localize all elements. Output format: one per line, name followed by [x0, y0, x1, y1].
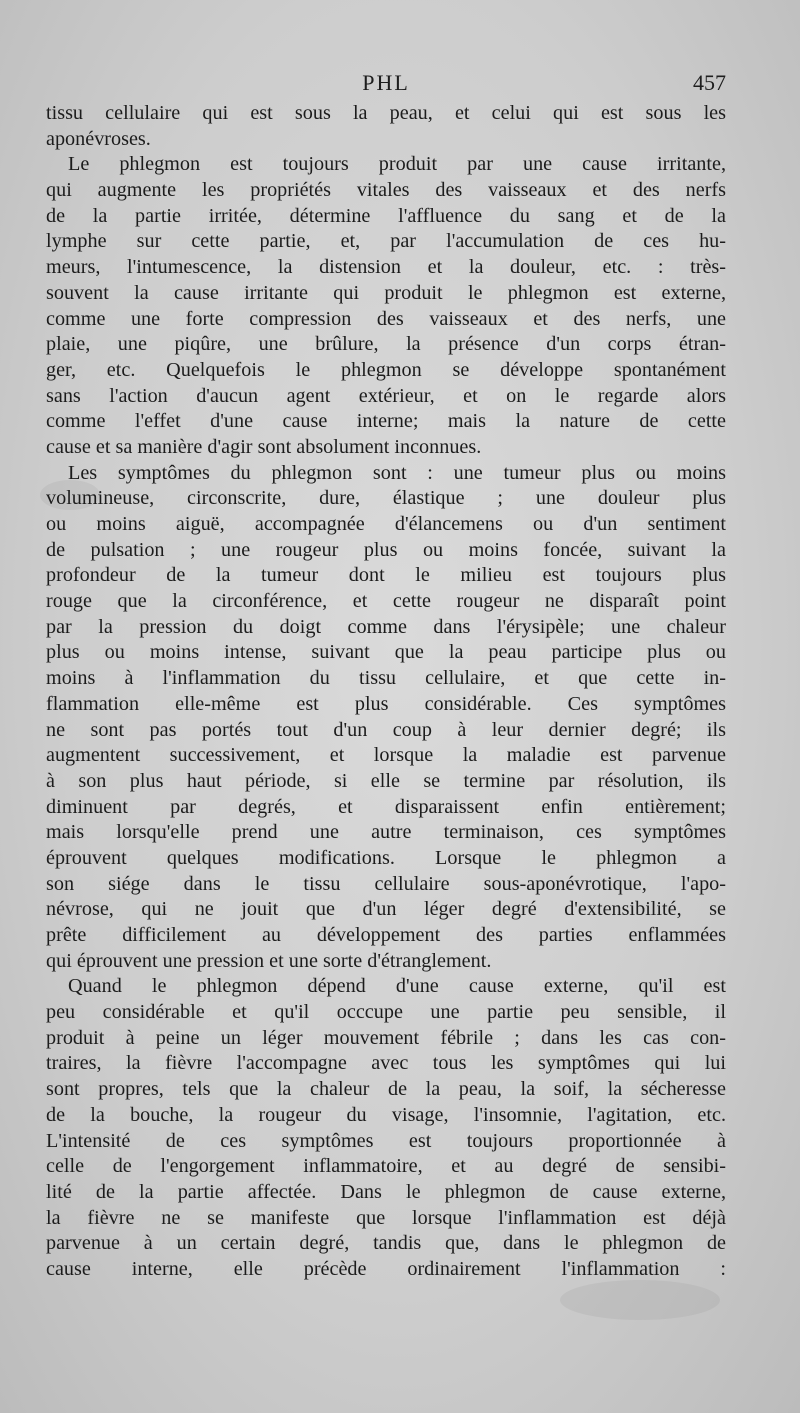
page-header — [46, 70, 726, 104]
text-line: cause interne, elle précède ordinairement l'inflammation : — [46, 1257, 726, 1280]
page-number: 457 — [693, 70, 726, 95]
text-line: comme une forte compression des vaisseaux et des nerfs, une — [46, 307, 726, 330]
text-line: tissu cellulaire qui est sous la peau, et celui qui est sous les — [46, 102, 726, 124]
text-line: mais lorsqu'elle prend une autre terminaison, ces symptômes — [46, 821, 726, 844]
text-line: cause et sa manière d'agir sont absolument inconnues. — [46, 435, 482, 458]
text-line: comme l'effet d'une cause interne; mais la nature de cette — [46, 410, 726, 433]
text-line: la fièvre ne se manifeste que lorsque l'inflammation est déjà — [46, 1206, 726, 1229]
text-line: souvent la cause irritante qui produit le phlegmon est externe, — [46, 281, 726, 304]
text-line: ou moins aiguë, accompagnée d'élancemens ou d'un sentiment — [46, 513, 726, 535]
text-line: lité de la partie affectée. Dans le phlegmon de cause externe, — [46, 1180, 726, 1203]
text-line: volumineuse, circonscrite, dure, élastique ; une douleur plus — [46, 487, 726, 510]
text-line: peu considérable et qu'il occcupe une partie peu sensible, il — [46, 1001, 726, 1024]
text-line: plus ou moins intense, suivant que la peau participe plus ou — [46, 641, 726, 664]
text-line: qui éprouvent une pression et une sorte d'étranglement. — [46, 949, 492, 972]
text-line: de pulsation ; une rougeur plus ou moins foncée, suivant la — [46, 538, 726, 561]
body-text — [46, 101, 726, 1283]
text-line: à son plus haut période, si elle se termine par résolution, ils — [46, 769, 726, 792]
text-line: de la partie irritée, détermine l'affluence du sang et de la — [46, 204, 726, 227]
text-line: sont propres, tels que la chaleur de la peau, la soif, la sécheresse — [46, 1078, 726, 1101]
text-line: rouge que la circonférence, et cette rougeur ne disparaît point — [46, 590, 726, 613]
text-line: moins à l'inflammation du tissu cellulaire, et que cette in- — [46, 667, 726, 690]
text-line: prête difficilement au développement des parties enflammées — [46, 924, 726, 946]
text-line: Quand le phlegmon dépend d'une cause externe, qu'il est — [68, 975, 726, 998]
text-line: L'intensité de ces symptômes est toujours proportionnée à — [46, 1129, 726, 1152]
text-line: produit à peine un léger mouvement fébrile ; dans les cas con- — [46, 1026, 726, 1049]
text-line: profondeur de la tumeur dont le milieu est toujours plus — [46, 564, 726, 587]
text-line: lymphe sur cette partie, et, par l'accumulation de ces hu- — [46, 230, 726, 253]
text-line: celle de l'engorgement inflammatoire, et au degré de sensibi- — [46, 1155, 726, 1178]
text-line: diminuent par degrés, et disparaissent enfin entièrement; — [46, 795, 726, 818]
text-line: qui augmente les propriétés vitales des vaisseaux et des nerfs — [46, 179, 726, 202]
text-line: ne sont pas portés tout d'un coup à leur dernier degré; ils — [46, 718, 726, 741]
text-line: de la bouche, la rougeur du visage, l'insomnie, l'agitation, etc. — [46, 1103, 726, 1126]
text-line: éprouvent quelques modifications. Lorsque le phlegmon a — [46, 846, 726, 869]
text-line: sans l'action d'aucun agent extérieur, et on le regarde alors — [46, 384, 726, 407]
text-line: augmentent successivement, et lorsque la maladie est parvenue — [46, 744, 726, 767]
text-line: son siége dans le tissu cellulaire sous-aponévrotique, l'apo- — [46, 872, 726, 895]
text-line: aponévroses. — [46, 127, 151, 150]
text-line: ger, etc. Quelquefois le phlegmon se développe spontanément — [46, 358, 726, 381]
running-head: PHL — [362, 70, 410, 95]
text-line: traires, la fièvre l'accompagne avec tous les symptômes qui lui — [46, 1052, 726, 1075]
text-line: plaie, une piqûre, une brûlure, la présence d'un corps étran- — [46, 333, 726, 356]
text-line: flammation elle-même est plus considérable. Ces symptômes — [46, 692, 726, 715]
text-line: meurs, l'intumescence, la distension et la douleur, etc. : très- — [46, 256, 726, 279]
text-line: névrose, qui ne jouit que d'un léger degré d'extensibilité, se — [46, 898, 726, 921]
text-line: Le phlegmon est toujours produit par une cause irritante, — [68, 153, 726, 176]
text-line: par la pression du doigt comme dans l'érysipèle; une chaleur — [46, 615, 726, 638]
text-line: Les symptômes du phlegmon sont : une tumeur plus ou moins — [68, 461, 726, 484]
paper-stain — [560, 1280, 720, 1320]
text-line: parvenue à un certain degré, tandis que, dans le phlegmon de — [46, 1232, 726, 1255]
